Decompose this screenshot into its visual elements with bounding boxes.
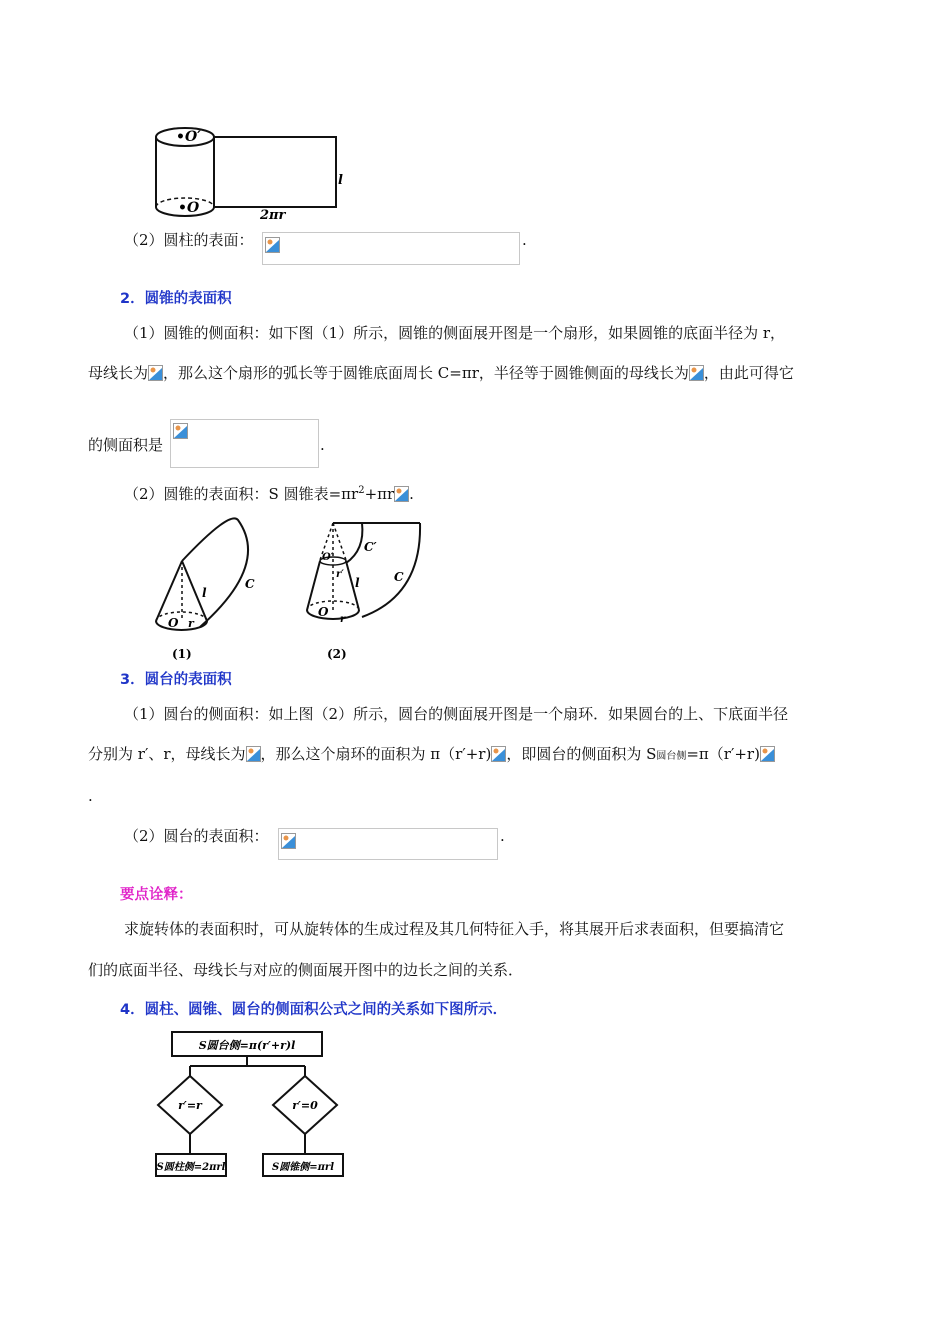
frustum-surface-label: （2）圆台的表面积： (124, 827, 269, 845)
flow-left-condition: r′=r (178, 1099, 202, 1112)
note-heading: 要点诠释： (120, 887, 193, 903)
cylinder-unfold-figure (150, 122, 350, 222)
paragraph-line: 母线长为 ，那么这个扇形的弧长等于圆锥底面周长 C=πr，半径等于圆锥侧面的母线长为 ，由此可得它 (88, 364, 794, 382)
flow-right-condition: r′=0 (292, 1099, 318, 1112)
frustum-O1-label: O′ (322, 552, 334, 563)
image-placeholder-icon (491, 746, 506, 762)
frustum-caption: (2) (327, 647, 347, 661)
formula-image-box (262, 232, 520, 265)
paragraph-line: 求旋转体的表面积时，可从旋转体的生成过程及其几何特征入手，将其展开后求表面积，但要搞清它 (124, 920, 785, 938)
cylinder-bottom-label: •O (178, 200, 200, 216)
formula-relation-flowchart (150, 1028, 360, 1188)
paragraph-line: 们的底面半径、母线长与对应的侧面展开图中的边长之间的关系． (88, 961, 524, 979)
cylinder-surface-label: （2）圆柱的表面： (124, 231, 254, 249)
cylinder-side-label: l (338, 173, 343, 188)
paragraph-line: （2）圆锥的表面积：S 圆锥表$=\pi r^2+\pi r$ . (124, 485, 414, 503)
flow-top-formula: S圆台侧=π(r′+r)l (198, 1039, 296, 1052)
period: . (522, 231, 527, 249)
image-placeholder-icon (760, 746, 775, 762)
cylinder-base-label: 2πr (260, 208, 286, 222)
paragraph-line: （1）圆锥的侧面积：如下图（1）所示，圆锥的侧面展开图是一个扇形，如果圆锥的底面半径为 r， (124, 324, 786, 342)
image-placeholder-icon (265, 237, 280, 253)
formula-image-box (278, 828, 498, 860)
image-placeholder-icon (246, 746, 261, 762)
image-placeholder-icon (281, 833, 296, 849)
frustum-r-label: r (340, 614, 346, 625)
period: . (88, 787, 93, 805)
image-placeholder-icon (689, 365, 704, 381)
image-placeholder-icon (148, 365, 163, 381)
section-heading-relation: 4．圆柱、圆锥、圆台的侧面积公式之间的关系如下图所示． (120, 1002, 508, 1018)
frustum-r1-label: r′ (336, 569, 344, 580)
section-heading-frustum: 3．圆台的表面积 (120, 672, 232, 688)
flow-right-result: S圆锥侧=πrl (272, 1162, 334, 1173)
period: . (500, 827, 505, 845)
cylinder-top-label: •O′ (176, 129, 201, 145)
flow-left-result: S圆柱侧=2πrl (156, 1162, 226, 1173)
period: . (320, 436, 325, 454)
formula-image-box (170, 419, 319, 468)
frustum-O-label: O (318, 605, 329, 619)
paragraph-line: 分别为 r′、r，母线长为 ，那么这个扇环的面积为 π（r′+r) ，即圆台的侧面积为 S圆台侧=π（r′+r) (88, 744, 775, 767)
cone1-C-label: C (245, 577, 255, 591)
cone1-r-label: r (188, 617, 194, 630)
cone1-l-label: l (202, 586, 207, 600)
image-placeholder-icon (394, 486, 409, 502)
frustum-C-label: C (394, 570, 404, 584)
cone1-caption: (1) (172, 647, 192, 661)
cone1-O-label: O (168, 616, 179, 630)
paragraph-line: （1）圆台的侧面积：如上图（2）所示，圆台的侧面展开图是一个扇环．如果圆台的上、下底面半径 (124, 705, 789, 723)
frustum-C1-label: C′ (364, 540, 377, 554)
paragraph-line: 的侧面积是 (88, 436, 164, 454)
image-placeholder-icon (173, 423, 188, 439)
frustum-l-label: l (355, 576, 360, 590)
cone-frustum-figures (150, 515, 430, 665)
section-heading-cone: 2．圆锥的表面积 (120, 291, 232, 307)
